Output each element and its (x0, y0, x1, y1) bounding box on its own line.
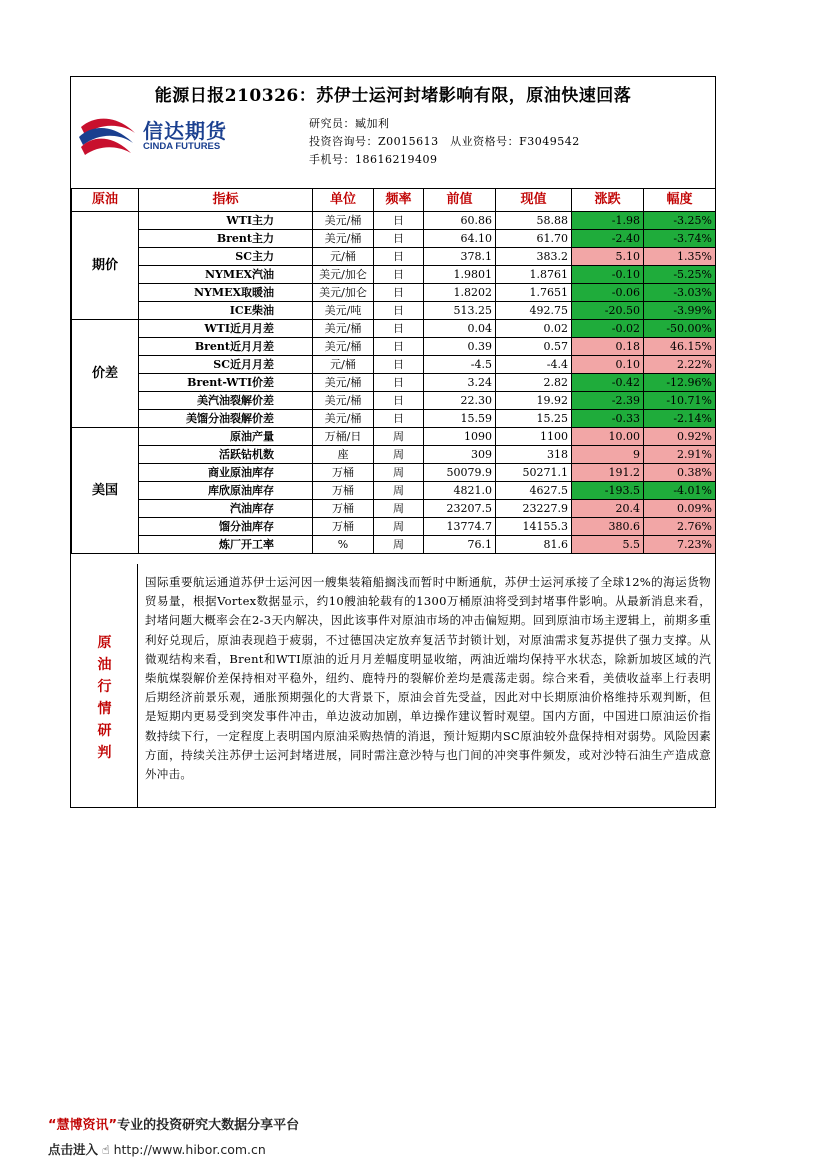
research-label-char: 行 (97, 679, 112, 695)
table-row (72, 230, 716, 248)
previous-value: 60.86 (424, 212, 496, 230)
previous-value: 0.04 (424, 320, 496, 338)
pointer-icon: ☝ (102, 1142, 110, 1157)
footer-link-line (48, 1140, 266, 1158)
frequency-cell: 周 (374, 464, 424, 482)
change-percent: -3.25% (644, 212, 716, 230)
change-value: 5.5 (572, 536, 644, 554)
change-value: -0.33 (572, 410, 644, 428)
footer-brand: “慧博资讯” (48, 1118, 118, 1133)
unit-cell: 美元/桶 (313, 230, 374, 248)
logo-en-text: CINDA FUTURES (143, 141, 221, 152)
previous-value: 3.24 (424, 374, 496, 392)
previous-value: 1090 (424, 428, 496, 446)
previous-value: 4821.0 (424, 482, 496, 500)
current-value: -4.4 (496, 356, 572, 374)
table-row (72, 428, 716, 446)
change-value: -0.42 (572, 374, 644, 392)
footer-enter-text: 点击进入 (48, 1142, 99, 1157)
table-row (72, 266, 716, 284)
indicator-name: 美汽油裂解价差 (139, 392, 313, 410)
change-value: -2.40 (572, 230, 644, 248)
frequency-cell: 日 (374, 284, 424, 302)
current-value: 383.2 (496, 248, 572, 266)
change-percent: -3.99% (644, 302, 716, 320)
unit-cell: 美元/加仑 (313, 266, 374, 284)
research-text: 国际重要航运通道苏伊士运河因一艘集装箱船搁浅而暂时中断通航，苏伊士运河承接了全球12%的海运货物贸易量，根据Vortex数据显示，约10艘油轮载有的1300万桶原油将受到封堵事件影响。从最新消息来看，封堵问题大概率会在2-3天内解决，因此该事件对原油市场的冲击偏短期。回到原油市场主逻辑上，前期多重利好兑现后，原油表现趋于疲弱，不过德国决定放弃复活节封锁计划，对原油需求复苏提供了强力支撑。从微观结构来看，Brent和WTI原油的近月月差幅度明显收缩，两油近端均保持平水状态，除新加坡区域的汽柴航煤裂解价差保持相对平稳外，纽约、鹿特丹的裂解价差均是震荡走弱。综合来看，美债收益率上行表明后期经济前景乐观，通胀预期强化的大背景下，原油会首先受益，因此对中长期原油价格维持乐观判断，但是短期内更易受到突发事件冲击，单边波动加剧，单边操作建议暂时观望。国内方面，中国进口原油运价指数持续下行，一定程度上表明国内原油采购热情的消退，预计短期内SC原油较外盘保持相对弱势。风险因素方面，持续关注苏伊士运河封堵进展，同时需注意沙特与也门间的冲突事件频发，或对沙特石油生产造成意外冲击。 (145, 575, 711, 782)
indicator-name: 炼厂开工率 (139, 536, 313, 554)
group-label: 美国 (72, 428, 139, 554)
unit-cell: 万桶 (313, 482, 374, 500)
indicator-name: NYMEX取暖油 (139, 284, 313, 302)
current-value: 492.75 (496, 302, 572, 320)
previous-value: 50079.9 (424, 464, 496, 482)
indicator-name: SC近月月差 (139, 356, 313, 374)
change-percent: -3.03% (644, 284, 716, 302)
frequency-cell: 日 (374, 302, 424, 320)
change-value: 10.00 (572, 428, 644, 446)
researcher-name: 研究员：臧加利 (309, 117, 390, 130)
frequency-cell: 日 (374, 392, 424, 410)
current-value: 0.02 (496, 320, 572, 338)
unit-cell: 美元/桶 (313, 392, 374, 410)
unit-cell: 美元/吨 (313, 302, 374, 320)
unit-cell: 万桶 (313, 500, 374, 518)
change-value: -0.06 (572, 284, 644, 302)
change-percent: -12.96% (644, 374, 716, 392)
current-value: 1.8761 (496, 266, 572, 284)
change-percent: -50.00% (644, 320, 716, 338)
group-label: 期价 (72, 212, 139, 320)
change-percent: 1.35% (644, 248, 716, 266)
current-value: 1.7651 (496, 284, 572, 302)
unit-cell: 美元/桶 (313, 320, 374, 338)
table-row (72, 482, 716, 500)
column-header: 原油 (72, 189, 139, 212)
research-label-char: 情 (97, 701, 112, 717)
table-row (72, 392, 716, 410)
previous-value: -4.5 (424, 356, 496, 374)
table-row (72, 374, 716, 392)
cinda-logo (77, 113, 237, 159)
change-percent: -2.14% (644, 410, 716, 428)
change-percent: -3.74% (644, 230, 716, 248)
footer-slogan-text: 专业的投资研究大数据分享平台 (117, 1118, 300, 1133)
previous-value: 309 (424, 446, 496, 464)
change-percent: 2.76% (644, 518, 716, 536)
table-row (72, 248, 716, 266)
change-value: 9 (572, 446, 644, 464)
current-value: 2.82 (496, 374, 572, 392)
unit-cell: 座 (313, 446, 374, 464)
research-label-char: 原 (97, 635, 112, 651)
table-row (72, 212, 716, 230)
indicator-name: 馏分油库存 (139, 518, 313, 536)
indicator-name: Brent-WTI价差 (139, 374, 313, 392)
table-row (72, 410, 716, 428)
change-percent: -4.01% (644, 482, 716, 500)
current-value: 14155.3 (496, 518, 572, 536)
indicator-name: 库欣原油库存 (139, 482, 313, 500)
frequency-cell: 周 (374, 446, 424, 464)
unit-cell: 万桶 (313, 464, 374, 482)
cinda-logo-icon (77, 113, 139, 159)
indicator-name: 商业原油库存 (139, 464, 313, 482)
footer-slogan (48, 1114, 299, 1133)
indicator-name: WTI近月月差 (139, 320, 313, 338)
table-row (72, 338, 716, 356)
unit-cell: 万桶/日 (313, 428, 374, 446)
frequency-cell: 周 (374, 518, 424, 536)
table-row (72, 446, 716, 464)
change-percent: -10.71% (644, 392, 716, 410)
current-value: 1100 (496, 428, 572, 446)
current-value: 0.57 (496, 338, 572, 356)
change-value: 0.18 (572, 338, 644, 356)
previous-value: 0.39 (424, 338, 496, 356)
change-value: 5.10 (572, 248, 644, 266)
change-value: -2.39 (572, 392, 644, 410)
frequency-cell: 周 (374, 536, 424, 554)
frequency-cell: 日 (374, 248, 424, 266)
previous-value: 22.30 (424, 392, 496, 410)
table-row (72, 284, 716, 302)
report-frame (70, 76, 716, 808)
research-label-char: 油 (97, 657, 112, 673)
previous-value: 13774.7 (424, 518, 496, 536)
current-value: 15.25 (496, 410, 572, 428)
phone-number: 手机号：18616219409 (309, 153, 438, 166)
column-header: 前值 (424, 189, 496, 212)
change-percent: 0.09% (644, 500, 716, 518)
table-row (72, 320, 716, 338)
frequency-cell: 日 (374, 338, 424, 356)
column-header: 现值 (496, 189, 572, 212)
current-value: 61.70 (496, 230, 572, 248)
current-value: 58.88 (496, 212, 572, 230)
change-value: 20.4 (572, 500, 644, 518)
change-value: -20.50 (572, 302, 644, 320)
research-label-char: 判 (97, 745, 112, 761)
indicator-table (71, 188, 716, 554)
previous-value: 1.8202 (424, 284, 496, 302)
previous-value: 1.9801 (424, 266, 496, 284)
change-percent: 2.22% (644, 356, 716, 374)
change-percent: 46.15% (644, 338, 716, 356)
table-row (72, 302, 716, 320)
change-percent: 0.92% (644, 428, 716, 446)
indicator-name: Brent近月月差 (139, 338, 313, 356)
report-title: 能源日报210326：苏伊士运河封堵影响有限，原油快速回落 (154, 86, 632, 106)
unit-cell: 美元/桶 (313, 212, 374, 230)
column-header: 频率 (374, 189, 424, 212)
unit-cell: 万桶 (313, 518, 374, 536)
current-value: 19.92 (496, 392, 572, 410)
indicator-name: 活跃钻机数 (139, 446, 313, 464)
frequency-cell: 日 (374, 266, 424, 284)
unit-cell: 美元/桶 (313, 338, 374, 356)
current-value: 50271.1 (496, 464, 572, 482)
frequency-cell: 日 (374, 374, 424, 392)
change-value: 191.2 (572, 464, 644, 482)
group-label: 价差 (72, 320, 139, 428)
frequency-cell: 日 (374, 230, 424, 248)
change-value: -0.02 (572, 320, 644, 338)
unit-cell: % (313, 536, 374, 554)
change-percent: 7.23% (644, 536, 716, 554)
table-row (72, 356, 716, 374)
logo-cn-text: 信达期货 (143, 119, 227, 143)
change-value: 380.6 (572, 518, 644, 536)
change-value: -1.98 (572, 212, 644, 230)
unit-cell: 美元/加仑 (313, 284, 374, 302)
change-value: 0.10 (572, 356, 644, 374)
frequency-cell: 日 (374, 410, 424, 428)
indicator-name: NYMEX汽油 (139, 266, 313, 284)
footer-url-link[interactable]: http://www.hibor.com.cn (113, 1142, 266, 1157)
previous-value: 513.25 (424, 302, 496, 320)
unit-cell: 元/桶 (313, 356, 374, 374)
indicator-name: SC主力 (139, 248, 313, 266)
column-header: 单位 (313, 189, 374, 212)
previous-value: 378.1 (424, 248, 496, 266)
indicator-name: WTI主力 (139, 212, 313, 230)
frequency-cell: 日 (374, 320, 424, 338)
indicator-name: Brent主力 (139, 230, 313, 248)
column-header: 指标 (139, 189, 313, 212)
table-row (72, 464, 716, 482)
change-percent: 2.91% (644, 446, 716, 464)
table-row (72, 500, 716, 518)
table-header-row (72, 189, 716, 212)
current-value: 318 (496, 446, 572, 464)
previous-value: 64.10 (424, 230, 496, 248)
frequency-cell: 周 (374, 482, 424, 500)
frequency-cell: 日 (374, 212, 424, 230)
frequency-cell: 周 (374, 500, 424, 518)
current-value: 23227.9 (496, 500, 572, 518)
change-percent: 0.38% (644, 464, 716, 482)
research-label-char: 研 (97, 723, 112, 739)
previous-value: 15.59 (424, 410, 496, 428)
frequency-cell: 日 (374, 356, 424, 374)
indicator-name: ICE柴油 (139, 302, 313, 320)
change-percent: -5.25% (644, 266, 716, 284)
change-value: -0.10 (572, 266, 644, 284)
table-row (72, 536, 716, 554)
consult-number: 投资咨询号：Z0015613 从业资格号：F3049542 (309, 135, 580, 148)
indicator-name: 美馏分油裂解价差 (139, 410, 313, 428)
unit-cell: 美元/桶 (313, 410, 374, 428)
frequency-cell: 周 (374, 428, 424, 446)
crude-research-section (71, 564, 715, 808)
column-header: 幅度 (644, 189, 716, 212)
previous-value: 23207.5 (424, 500, 496, 518)
unit-cell: 元/桶 (313, 248, 374, 266)
previous-value: 76.1 (424, 536, 496, 554)
column-header: 涨跌 (572, 189, 644, 212)
table-row (72, 518, 716, 536)
current-value: 4627.5 (496, 482, 572, 500)
indicator-name: 原油产量 (139, 428, 313, 446)
indicator-name: 汽油库存 (139, 500, 313, 518)
unit-cell: 美元/桶 (313, 374, 374, 392)
change-value: -193.5 (572, 482, 644, 500)
current-value: 81.6 (496, 536, 572, 554)
research-label (71, 564, 138, 808)
